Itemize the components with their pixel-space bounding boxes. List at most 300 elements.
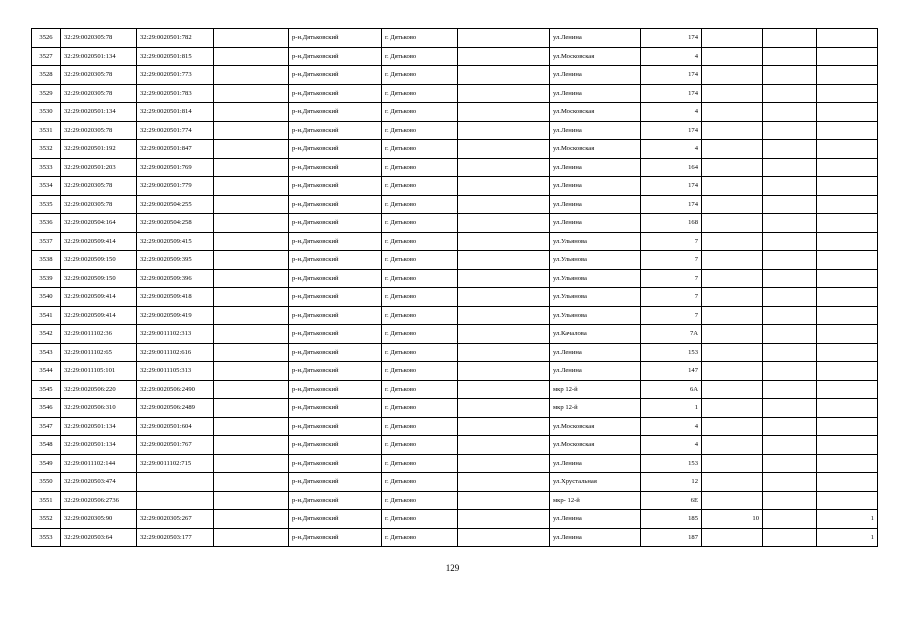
table-row [32, 343, 878, 362]
object-cadastral-number-cell: 32:29:0020501:782 [137, 29, 214, 48]
extra-cell [817, 232, 878, 251]
street-cell: ул.Московская [550, 103, 641, 122]
street-cell: ул.Ленина [550, 362, 641, 381]
row-number-cell: 3541 [32, 306, 61, 325]
house-number-cell: 174 [641, 121, 702, 140]
empty-cell [214, 177, 289, 196]
page-number: 129 [445, 563, 460, 573]
cadastral-number-cell: 32:29:0020509:150 [61, 269, 137, 288]
city-cell: г. Дятьково [382, 436, 458, 455]
street-cell: мкр 12-й [550, 380, 641, 399]
extra-cell [702, 473, 763, 492]
object-cadastral-number-cell: 32:29:0011102:616 [137, 343, 214, 362]
empty-cell [458, 343, 550, 362]
extra-cell [702, 288, 763, 307]
extra-cell [763, 491, 817, 510]
empty-cell [214, 47, 289, 66]
extra-cell [763, 158, 817, 177]
table-row [32, 473, 878, 492]
table-row [32, 528, 878, 547]
extra-cell [817, 325, 878, 344]
street-cell: ул.Ленина [550, 214, 641, 233]
extra-cell [763, 251, 817, 270]
district-cell: р-н.Дятьковский [289, 269, 382, 288]
house-number-cell: 6А [641, 380, 702, 399]
house-number-cell: 4 [641, 417, 702, 436]
house-number-cell: 153 [641, 343, 702, 362]
table-row [32, 436, 878, 455]
street-cell: ул.Ленина [550, 66, 641, 85]
empty-cell [458, 103, 550, 122]
empty-cell [458, 84, 550, 103]
extra-cell [763, 195, 817, 214]
extra-cell [702, 214, 763, 233]
city-cell: г. Дятьково [382, 121, 458, 140]
row-number-cell: 3535 [32, 195, 61, 214]
extra-cell [702, 325, 763, 344]
extra-cell [763, 417, 817, 436]
table-row [32, 214, 878, 233]
empty-cell [458, 380, 550, 399]
extra-cell [702, 103, 763, 122]
empty-cell [214, 380, 289, 399]
city-cell: г. Дятьково [382, 417, 458, 436]
district-cell: р-н.Дятьковский [289, 158, 382, 177]
cadastral-number-cell: 32:29:0020509:414 [61, 306, 137, 325]
district-cell: р-н.Дятьковский [289, 232, 382, 251]
extra-cell [763, 29, 817, 48]
street-cell: ул.Ульянова [550, 251, 641, 270]
table-row [32, 47, 878, 66]
empty-cell [214, 417, 289, 436]
city-cell: г. Дятьково [382, 140, 458, 159]
empty-cell [214, 195, 289, 214]
row-number-cell: 3547 [32, 417, 61, 436]
cadastral-number-cell: 32:29:0011102:144 [61, 454, 137, 473]
extra-cell [817, 306, 878, 325]
extra-cell [702, 343, 763, 362]
district-cell: р-н.Дятьковский [289, 362, 382, 381]
empty-cell [458, 47, 550, 66]
row-number-cell: 3536 [32, 214, 61, 233]
empty-cell [458, 399, 550, 418]
extra-cell [763, 454, 817, 473]
table-row [32, 510, 878, 529]
extra-cell [817, 417, 878, 436]
house-number-cell: 174 [641, 66, 702, 85]
district-cell: р-н.Дятьковский [289, 343, 382, 362]
city-cell: г. Дятьково [382, 454, 458, 473]
table-row [32, 232, 878, 251]
row-number-cell: 3546 [32, 399, 61, 418]
extra-cell [702, 177, 763, 196]
empty-cell [214, 362, 289, 381]
city-cell: г. Дятьково [382, 362, 458, 381]
extra-cell [817, 214, 878, 233]
cadastral-number-cell: 32:29:0020305:78 [61, 177, 137, 196]
table-row [32, 288, 878, 307]
extra-cell [702, 491, 763, 510]
extra-cell: 1 [817, 528, 878, 547]
row-number-cell: 3528 [32, 66, 61, 85]
house-number-cell: 153 [641, 454, 702, 473]
city-cell: г. Дятьково [382, 528, 458, 547]
object-cadastral-number-cell: 32:29:0020501:814 [137, 103, 214, 122]
extra-cell [817, 66, 878, 85]
house-number-cell: 174 [641, 177, 702, 196]
extra-cell [763, 362, 817, 381]
row-number-cell: 3543 [32, 343, 61, 362]
extra-cell [702, 528, 763, 547]
cadastral-number-cell: 32:29:0020501:134 [61, 47, 137, 66]
city-cell: г. Дятьково [382, 269, 458, 288]
row-number-cell: 3529 [32, 84, 61, 103]
extra-cell [817, 103, 878, 122]
extra-cell [817, 288, 878, 307]
table-row [32, 103, 878, 122]
cadastral-number-cell: 32:29:0020501:134 [61, 103, 137, 122]
house-number-cell: 6Е [641, 491, 702, 510]
table-row [32, 380, 878, 399]
street-cell: ул.Ленина [550, 121, 641, 140]
district-cell: р-н.Дятьковский [289, 510, 382, 529]
city-cell: г. Дятьково [382, 47, 458, 66]
street-cell: ул.Ульянова [550, 269, 641, 288]
cadastral-number-cell: 32:29:0020305:90 [61, 510, 137, 529]
cadastral-number-cell: 32:29:0020504:164 [61, 214, 137, 233]
street-cell: ул.Ленина [550, 454, 641, 473]
cadastral-number-cell: 32:29:0020501:192 [61, 140, 137, 159]
street-cell: ул.Хрустальная [550, 473, 641, 492]
district-cell: р-н.Дятьковский [289, 84, 382, 103]
extra-cell [817, 473, 878, 492]
extra-cell [817, 269, 878, 288]
extra-cell [702, 195, 763, 214]
city-cell: г. Дятьково [382, 84, 458, 103]
cadastral-number-cell: 32:29:0020506:310 [61, 399, 137, 418]
extra-cell [763, 528, 817, 547]
cadastral-number-cell: 32:29:0011102:65 [61, 343, 137, 362]
house-number-cell: 7 [641, 269, 702, 288]
district-cell: р-н.Дятьковский [289, 399, 382, 418]
house-number-cell: 7 [641, 251, 702, 270]
empty-cell [214, 528, 289, 547]
cadastral-number-cell: 32:29:0020509:150 [61, 251, 137, 270]
empty-cell [458, 454, 550, 473]
row-number-cell: 3553 [32, 528, 61, 547]
object-cadastral-number-cell: 32:29:0020501:773 [137, 66, 214, 85]
empty-cell [214, 306, 289, 325]
extra-cell [702, 232, 763, 251]
empty-cell [214, 473, 289, 492]
city-cell: г. Дятьково [382, 491, 458, 510]
extra-cell [702, 380, 763, 399]
house-number-cell: 4 [641, 436, 702, 455]
extra-cell [702, 362, 763, 381]
street-cell: ул.Ленина [550, 84, 641, 103]
house-number-cell: 4 [641, 47, 702, 66]
object-cadastral-number-cell: 32:29:0020504:258 [137, 214, 214, 233]
extra-cell [702, 454, 763, 473]
extra-cell [702, 66, 763, 85]
cadastral-number-cell: 32:29:0020509:414 [61, 288, 137, 307]
extra-cell [702, 417, 763, 436]
object-cadastral-number-cell: 32:29:0020509:396 [137, 269, 214, 288]
house-number-cell: 4 [641, 103, 702, 122]
street-cell: ул.Московская [550, 436, 641, 455]
extra-cell [817, 343, 878, 362]
extra-cell [763, 121, 817, 140]
object-cadastral-number-cell: 32:29:0020305:267 [137, 510, 214, 529]
house-number-cell: 7 [641, 232, 702, 251]
extra-cell [763, 140, 817, 159]
extra-cell [702, 306, 763, 325]
cadastral-number-cell: 32:29:0020506:220 [61, 380, 137, 399]
extra-cell [763, 306, 817, 325]
extra-cell [763, 343, 817, 362]
row-number-cell: 3548 [32, 436, 61, 455]
row-number-cell: 3551 [32, 491, 61, 510]
street-cell: ул.Московская [550, 417, 641, 436]
empty-cell [214, 158, 289, 177]
street-cell: ул.Ленина [550, 343, 641, 362]
empty-cell [214, 454, 289, 473]
extra-cell [763, 84, 817, 103]
empty-cell [214, 269, 289, 288]
empty-cell [214, 491, 289, 510]
extra-cell [702, 84, 763, 103]
cadastral-number-cell: 32:29:0020501:134 [61, 417, 137, 436]
row-number-cell: 3544 [32, 362, 61, 381]
object-cadastral-number-cell: 32:29:0020509:418 [137, 288, 214, 307]
extra-cell [763, 436, 817, 455]
extra-cell [763, 288, 817, 307]
district-cell: р-н.Дятьковский [289, 380, 382, 399]
empty-cell [458, 491, 550, 510]
register-sheet [31, 28, 877, 547]
district-cell: р-н.Дятьковский [289, 121, 382, 140]
city-cell: г. Дятьково [382, 399, 458, 418]
street-cell: ул.Московская [550, 47, 641, 66]
empty-cell [214, 214, 289, 233]
city-cell: г. Дятьково [382, 195, 458, 214]
district-cell: р-н.Дятьковский [289, 454, 382, 473]
extra-cell [702, 399, 763, 418]
cadastral-number-cell: 32:29:0020305:78 [61, 84, 137, 103]
city-cell: г. Дятьково [382, 288, 458, 307]
cadastral-number-cell: 32:29:0011105:101 [61, 362, 137, 381]
street-cell: мкр 12-й [550, 399, 641, 418]
empty-cell [458, 436, 550, 455]
empty-cell [214, 121, 289, 140]
extra-cell [702, 269, 763, 288]
street-cell: ул.Ульянова [550, 232, 641, 251]
district-cell: р-н.Дятьковский [289, 325, 382, 344]
table-row [32, 325, 878, 344]
city-cell: г. Дятьково [382, 103, 458, 122]
empty-cell [458, 251, 550, 270]
street-cell: ул.Ленина [550, 158, 641, 177]
table-row [32, 29, 878, 48]
empty-cell [214, 232, 289, 251]
extra-cell [817, 177, 878, 196]
extra-cell [763, 66, 817, 85]
table-row [32, 158, 878, 177]
empty-cell [458, 417, 550, 436]
row-number-cell: 3532 [32, 140, 61, 159]
empty-cell [458, 195, 550, 214]
table-row [32, 195, 878, 214]
house-number-cell: 174 [641, 84, 702, 103]
row-number-cell: 3549 [32, 454, 61, 473]
district-cell: р-н.Дятьковский [289, 177, 382, 196]
city-cell: г. Дятьково [382, 214, 458, 233]
row-number-cell: 3545 [32, 380, 61, 399]
object-cadastral-number-cell: 32:29:0020501:774 [137, 121, 214, 140]
district-cell: р-н.Дятьковский [289, 195, 382, 214]
extra-cell [702, 47, 763, 66]
cadastral-number-cell: 32:29:0011102:36 [61, 325, 137, 344]
empty-cell [458, 528, 550, 547]
row-number-cell: 3531 [32, 121, 61, 140]
empty-cell [214, 510, 289, 529]
table-row [32, 140, 878, 159]
extra-cell [763, 214, 817, 233]
city-cell: г. Дятьково [382, 66, 458, 85]
street-cell: ул.Ленина [550, 29, 641, 48]
cadastral-number-cell: 32:29:0020305:78 [61, 121, 137, 140]
empty-cell [458, 473, 550, 492]
cadastral-number-cell: 32:29:0020501:203 [61, 158, 137, 177]
table-row [32, 491, 878, 510]
street-cell: ул.Московская [550, 140, 641, 159]
empty-cell [458, 177, 550, 196]
object-cadastral-number-cell: 32:29:0011102:715 [137, 454, 214, 473]
empty-cell [458, 362, 550, 381]
city-cell: г. Дятьково [382, 306, 458, 325]
register-table [31, 28, 878, 547]
extra-cell [763, 47, 817, 66]
district-cell: р-н.Дятьковский [289, 528, 382, 547]
table-row [32, 177, 878, 196]
street-cell: ул.Ленина [550, 528, 641, 547]
extra-cell [763, 380, 817, 399]
cadastral-number-cell: 32:29:0020509:414 [61, 232, 137, 251]
object-cadastral-number-cell: 32:29:0020509:395 [137, 251, 214, 270]
object-cadastral-number-cell: 32:29:0020501:604 [137, 417, 214, 436]
object-cadastral-number-cell: 32:29:0011105:313 [137, 362, 214, 381]
empty-cell [458, 140, 550, 159]
empty-cell [458, 288, 550, 307]
object-cadastral-number-cell: 32:29:0020501:847 [137, 140, 214, 159]
extra-cell [817, 140, 878, 159]
empty-cell [214, 251, 289, 270]
extra-cell [817, 195, 878, 214]
cadastral-number-cell: 32:29:0020506:2736 [61, 491, 137, 510]
house-number-cell: 147 [641, 362, 702, 381]
cadastral-number-cell: 32:29:0020501:134 [61, 436, 137, 455]
district-cell: р-н.Дятьковский [289, 417, 382, 436]
house-number-cell: 7 [641, 288, 702, 307]
extra-cell [763, 325, 817, 344]
district-cell: р-н.Дятьковский [289, 66, 382, 85]
empty-cell [458, 158, 550, 177]
table-row [32, 269, 878, 288]
object-cadastral-number-cell: 32:29:0020506:2489 [137, 399, 214, 418]
extra-cell [817, 436, 878, 455]
object-cadastral-number-cell: 32:29:0020501:779 [137, 177, 214, 196]
object-cadastral-number-cell [137, 473, 214, 492]
row-number-cell: 3550 [32, 473, 61, 492]
extra-cell [763, 232, 817, 251]
district-cell: р-н.Дятьковский [289, 436, 382, 455]
object-cadastral-number-cell [137, 491, 214, 510]
extra-cell [702, 436, 763, 455]
table-row [32, 454, 878, 473]
house-number-cell: 4 [641, 140, 702, 159]
table-row [32, 251, 878, 270]
extra-cell [817, 251, 878, 270]
object-cadastral-number-cell: 32:29:0020501:815 [137, 47, 214, 66]
house-number-cell: 187 [641, 528, 702, 547]
house-number-cell: 168 [641, 214, 702, 233]
table-row [32, 121, 878, 140]
row-number-cell: 3537 [32, 232, 61, 251]
extra-cell [702, 251, 763, 270]
house-number-cell: 1 [641, 399, 702, 418]
district-cell: р-н.Дятьковский [289, 103, 382, 122]
extra-cell [763, 269, 817, 288]
house-number-cell: 7 [641, 306, 702, 325]
row-number-cell: 3539 [32, 269, 61, 288]
table-row [32, 417, 878, 436]
cadastral-number-cell: 32:29:0020503:64 [61, 528, 137, 547]
object-cadastral-number-cell: 32:29:0011102:313 [137, 325, 214, 344]
street-cell: ул.Ленина [550, 195, 641, 214]
city-cell: г. Дятьково [382, 473, 458, 492]
empty-cell [458, 121, 550, 140]
row-number-cell: 3533 [32, 158, 61, 177]
empty-cell [458, 29, 550, 48]
city-cell: г. Дятьково [382, 380, 458, 399]
row-number-cell: 3542 [32, 325, 61, 344]
extra-cell [817, 454, 878, 473]
row-number-cell: 3538 [32, 251, 61, 270]
extra-cell: 10 [702, 510, 763, 529]
empty-cell [458, 269, 550, 288]
extra-cell [763, 510, 817, 529]
extra-cell [702, 121, 763, 140]
empty-cell [458, 306, 550, 325]
city-cell: г. Дятьково [382, 343, 458, 362]
table-row [32, 362, 878, 381]
extra-cell [817, 29, 878, 48]
extra-cell [702, 29, 763, 48]
table-row [32, 66, 878, 85]
street-cell: ул.Ленина [550, 177, 641, 196]
house-number-cell: 7А [641, 325, 702, 344]
table-row [32, 84, 878, 103]
table-row [32, 306, 878, 325]
extra-cell: 1 [817, 510, 878, 529]
city-cell: г. Дятьково [382, 232, 458, 251]
cadastral-number-cell: 32:29:0020305:78 [61, 66, 137, 85]
cadastral-number-cell: 32:29:0020305:78 [61, 195, 137, 214]
empty-cell [214, 399, 289, 418]
extra-cell [817, 491, 878, 510]
extra-cell [817, 47, 878, 66]
district-cell: р-н.Дятьковский [289, 491, 382, 510]
